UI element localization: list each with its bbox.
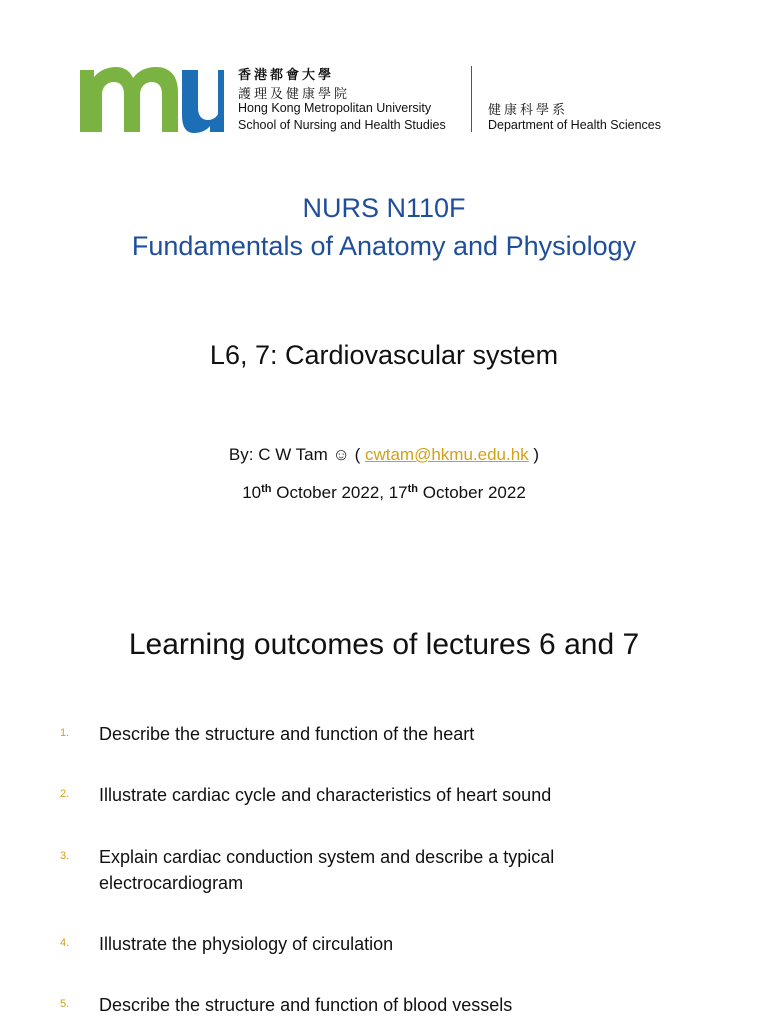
school-chinese-name: 護理及健康學院 [238,86,351,101]
outcomes-heading: Learning outcomes of lectures 6 and 7 [128,628,640,661]
author-prefix: By: C W Tam [228,445,333,464]
author-byline [0,445,768,465]
course-code: NURS N110F [302,193,466,223]
outcome-text: Illustrate the physiology of circulation [99,934,394,954]
outcome-number: 5. [60,998,70,1010]
outcome-number: 2. [60,788,70,800]
outcome-text: Explain cardiac conduction system and describe a typical electrocardiogram [99,847,555,893]
date-2-suffix: th [407,483,419,495]
university-chinese-name: 香港都會大學 [238,67,335,82]
outcome-text: Describe the structure and function of the heart [99,724,475,744]
smiley-icon: ☺ [332,445,350,464]
date-1-rest: October 2022, [271,483,389,502]
outcome-number: 3. [60,850,70,862]
hkmu-logo-mark [78,62,224,134]
lecture-title: L6, 7: Cardiovascular system [209,340,559,370]
email-close-paren: ) [528,445,540,464]
outcome-number: 1. [60,727,70,739]
university-english-name: Hong Kong Metropolitan University [238,101,432,115]
date-1-suffix: th [261,483,272,495]
school-english-name: School of Nursing and Health Studies [238,118,446,132]
lecture-dates [0,483,768,503]
date-2-day: 17 [388,483,408,502]
department-chinese-name: 健康科學系 [488,102,569,117]
course-name: Fundamentals of Anatomy and Physiology [131,231,637,261]
email-open-paren: ( [349,445,365,464]
outcome-text: Illustrate cardiac cycle and characteristics of heart sound [99,785,552,805]
author-email-link[interactable]: cwtam@hkmu.edu.hk [364,445,529,464]
date-1-day: 10 [242,483,262,502]
outcome-number: 4. [60,937,70,949]
outcome-text: Describe the structure and function of blood vessels [99,995,513,1015]
date-2-rest: October 2022 [418,483,526,502]
header-divider [471,66,472,132]
department-english-name: Department of Health Sciences [488,118,662,132]
